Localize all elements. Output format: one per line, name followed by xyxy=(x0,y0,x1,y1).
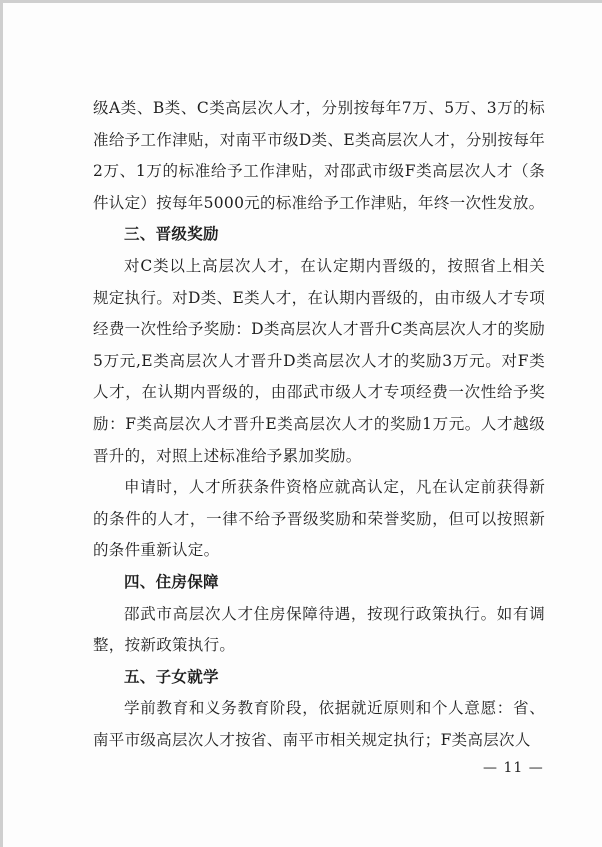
document-body xyxy=(93,93,545,756)
paragraph-application-rule: 申请时，人才所获条件资格应就高认定，凡在认定前获得新的条件的人才，一律不给予晋级奖励和荣誉奖励，但可以按照新的条件重新认定。 xyxy=(93,478,545,560)
section-heading-housing: 四、住房保障 xyxy=(124,572,219,591)
paragraph-promotion-reward: 对C类以上高层次人才，在认定期内晋级的，按照省上相关规定执行。对D类、E类人才，在认期内晋级的，由市级人才专项经费一次性给予奖励：D类高层次人才晋升C类高层次人才的奖励5万元,E类高层次人才晋升D类高层次人才的奖励3万元。对F类人才，在认期内晋级的，由邵武市级人才专项经费一次性给予奖励：F类高层次人才晋升E类高层次人才的奖励1万元。人才越级晋升的，对照上述标准给予累加奖励。 xyxy=(93,256,545,465)
page-number: — 11 — xyxy=(483,760,544,776)
paragraph-children-education: 学前教育和义务教育阶段，依据就近原则和个人意愿：省、南平市级高层次人才按省、南平市相关规定执行；F类高层次人 xyxy=(93,699,545,749)
paragraph-housing: 邵武市高层次人才住房保障待遇，按现行政策执行。如有调整，按新政策执行。 xyxy=(93,604,545,655)
paragraph-allowance-continued: 级A类、B类、C类高层次人才，分别按每年7万、5万、3万的标准给予工作津贴，对南平市级D类、E类高层次人才，分别按每年2万、1万的标准给予工作津贴，对邵武市级F类高层次人才（条件认定）按每年5000元的标准给予工作津贴，年终一次性发放。 xyxy=(93,99,545,212)
section-heading-promotion-reward: 三、晋级奖励 xyxy=(124,225,219,244)
section-heading-children-education: 五、子女就学 xyxy=(124,667,219,686)
